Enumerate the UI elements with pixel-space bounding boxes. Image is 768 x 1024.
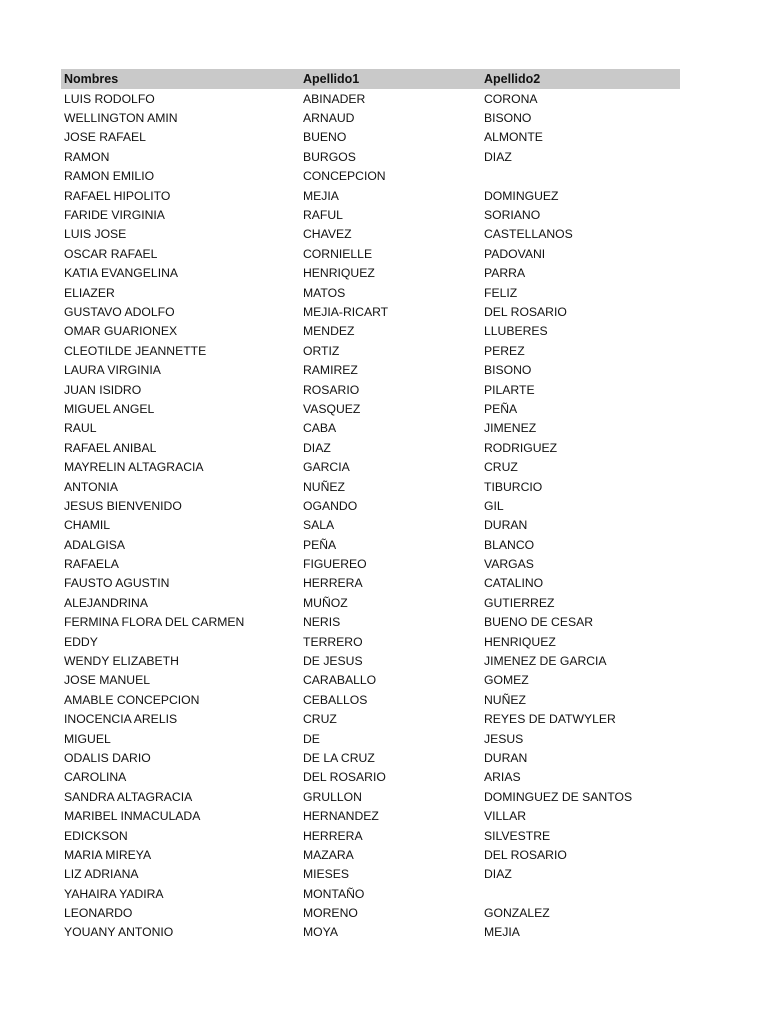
- table-row: [61, 690, 680, 709]
- cell-nombres: RAMON: [64, 149, 110, 164]
- table-row: [61, 671, 680, 690]
- cell-apellido2: DEL ROSARIO: [484, 304, 567, 319]
- cell-apellido2: SILVESTRE: [484, 828, 551, 843]
- table-row: [61, 516, 680, 535]
- table-row: [61, 167, 680, 186]
- cell-nombres: ADALGISA: [64, 537, 125, 552]
- table-row: [61, 806, 680, 825]
- table-row: [61, 419, 680, 438]
- table-row: [61, 593, 680, 612]
- table-header: [61, 69, 680, 89]
- cell-apellido2: GOMEZ: [484, 673, 529, 688]
- cell-apellido2: DURAN: [484, 518, 528, 533]
- table-row: [61, 244, 680, 263]
- cell-apellido2: VARGAS: [484, 557, 534, 572]
- cell-apellido1: DE LA CRUZ: [303, 750, 375, 765]
- cell-apellido1: RAMIREZ: [303, 363, 358, 378]
- cell-apellido1: TERRERO: [303, 634, 363, 649]
- cell-apellido2: MEJIA: [484, 925, 520, 940]
- table-row: [61, 128, 680, 147]
- cell-nombres: RAFAEL ANIBAL: [64, 440, 157, 455]
- cell-apellido1: ORTIZ: [303, 343, 340, 358]
- cell-apellido2: SORIANO: [484, 208, 541, 223]
- cell-nombres: INOCENCIA ARELIS: [64, 712, 178, 727]
- table-row: [61, 787, 680, 806]
- table-row: [61, 89, 680, 108]
- cell-apellido1: DE JESUS: [303, 654, 363, 669]
- cell-nombres: FARIDE VIRGINIA: [64, 208, 165, 223]
- cell-nombres: CHAMIL: [64, 518, 111, 533]
- cell-apellido2: NUÑEZ: [484, 692, 526, 707]
- cell-apellido1: CONCEPCION: [303, 169, 386, 184]
- cell-apellido2: CORONA: [484, 91, 538, 106]
- cell-apellido2: JIMENEZ DE GARCIA: [484, 654, 607, 669]
- cell-apellido2: VILLAR: [484, 809, 527, 824]
- cell-nombres: GUSTAVO ADOLFO: [64, 304, 175, 319]
- cell-nombres: FAUSTO AGUSTIN: [64, 576, 170, 591]
- table-row: [61, 632, 680, 651]
- cell-nombres: AMABLE CONCEPCION: [64, 692, 200, 707]
- cell-apellido1: RAFUL: [303, 208, 343, 223]
- cell-apellido1: MATOS: [303, 285, 346, 300]
- cell-apellido1: OGANDO: [303, 498, 358, 513]
- cell-apellido1: CABA: [303, 421, 337, 436]
- table-row: [61, 710, 680, 729]
- table-row: [61, 651, 680, 670]
- cell-nombres: SANDRA ALTAGRACIA: [64, 789, 193, 804]
- cell-apellido1: NERIS: [303, 615, 341, 630]
- cell-nombres: LIZ ADRIANA: [64, 867, 139, 882]
- cell-apellido1: HERNANDEZ: [303, 809, 379, 824]
- cell-nombres: KATIA EVANGELINA: [64, 266, 179, 281]
- cell-apellido2: LLUBERES: [484, 324, 548, 339]
- cell-apellido2: GUTIERREZ: [484, 595, 555, 610]
- table-row: [61, 205, 680, 224]
- cell-nombres: YAHAIRA YADIRA: [64, 886, 164, 901]
- header-apellido2: Apellido2: [484, 72, 541, 86]
- header-apellido1: Apellido1: [303, 72, 360, 86]
- cell-apellido2: REYES DE DATWYLER: [484, 712, 616, 727]
- table-row: [61, 884, 680, 903]
- cell-apellido1: HERRERA: [303, 576, 363, 591]
- cell-apellido1: HERRERA: [303, 828, 363, 843]
- cell-apellido1: MOYA: [303, 925, 338, 940]
- table-row: [61, 225, 680, 244]
- cell-apellido2: TIBURCIO: [484, 479, 543, 494]
- cell-apellido2: FELIZ: [484, 285, 518, 300]
- cell-nombres: EDDY: [64, 634, 98, 649]
- cell-apellido1: HENRIQUEZ: [303, 266, 375, 281]
- cell-nombres: EDICKSON: [64, 828, 128, 843]
- cell-nombres: FERMINA FLORA DEL CARMEN: [64, 615, 245, 630]
- header-nombres: Nombres: [64, 72, 119, 86]
- cell-apellido1: DIAZ: [303, 440, 331, 455]
- cell-nombres: MIGUEL: [64, 731, 111, 746]
- table-row: [61, 903, 680, 922]
- cell-apellido1: FIGUEREO: [303, 557, 367, 572]
- cell-apellido1: ROSARIO: [303, 382, 360, 397]
- cell-nombres: JOSE RAFAEL: [64, 130, 146, 145]
- table-row: [61, 865, 680, 884]
- table-row: [61, 399, 680, 418]
- table-row: [61, 438, 680, 457]
- table-row: [61, 360, 680, 379]
- cell-nombres: JESUS BIENVENIDO: [64, 498, 182, 513]
- cell-apellido1: MEJIA-RICART: [303, 304, 389, 319]
- cell-nombres: MARIA MIREYA: [64, 847, 152, 862]
- cell-nombres: YOUANY ANTONIO: [64, 925, 174, 940]
- cell-apellido2: BLANCO: [484, 537, 535, 552]
- table-body: [61, 89, 680, 942]
- cell-apellido1: DE: [303, 731, 320, 746]
- table-row: [61, 457, 680, 476]
- cell-apellido1: ARNAUD: [303, 111, 355, 126]
- cell-apellido1: NUÑEZ: [303, 479, 345, 494]
- table-row: [61, 554, 680, 573]
- table-row: [61, 108, 680, 127]
- cell-nombres: MAYRELIN ALTAGRACIA: [64, 460, 204, 475]
- cell-nombres: OMAR GUARIONEX: [64, 324, 178, 339]
- cell-apellido1: CORNIELLE: [303, 246, 373, 261]
- cell-apellido2: BUENO DE CESAR: [484, 615, 594, 630]
- cell-apellido1: MIESES: [303, 867, 350, 882]
- cell-nombres: LAURA VIRGINIA: [64, 363, 161, 378]
- cell-apellido1: DEL ROSARIO: [303, 770, 386, 785]
- cell-apellido1: CARABALLO: [303, 673, 377, 688]
- table-row: [61, 477, 680, 496]
- table-row: [61, 768, 680, 787]
- cell-nombres: LEONARDO: [64, 906, 133, 921]
- table-row: [61, 748, 680, 767]
- cell-apellido1: GARCIA: [303, 460, 350, 475]
- cell-apellido1: PEÑA: [303, 537, 337, 552]
- table-row: [61, 380, 680, 399]
- cell-apellido2: DIAZ: [484, 867, 512, 882]
- cell-apellido1: MAZARA: [303, 847, 354, 862]
- cell-apellido2: PEÑA: [484, 401, 518, 416]
- table-row: [61, 322, 680, 341]
- table-row: [61, 341, 680, 360]
- cell-nombres: ALEJANDRINA: [64, 595, 148, 610]
- cell-nombres: JUAN ISIDRO: [64, 382, 142, 397]
- cell-nombres: CLEOTILDE JEANNETTE: [64, 343, 207, 358]
- table-row: [61, 283, 680, 302]
- cell-nombres: ANTONIA: [64, 479, 118, 494]
- cell-apellido2: DIAZ: [484, 149, 512, 164]
- table-row: [61, 729, 680, 748]
- cell-nombres: ODALIS DARIO: [64, 750, 151, 765]
- cell-apellido2: PADOVANI: [484, 246, 546, 261]
- cell-apellido2: DEL ROSARIO: [484, 847, 567, 862]
- cell-apellido1: BUENO: [303, 130, 347, 145]
- cell-nombres: LUIS JOSE: [64, 227, 127, 242]
- cell-apellido2: ALMONTE: [484, 130, 543, 145]
- table-row: [61, 923, 680, 942]
- table-row: [61, 613, 680, 632]
- cell-nombres: OSCAR RAFAEL: [64, 246, 158, 261]
- cell-apellido2: CATALINO: [484, 576, 544, 591]
- cell-nombres: ELIAZER: [64, 285, 115, 300]
- cell-apellido2: GONZALEZ: [484, 906, 550, 921]
- cell-nombres: RAUL: [64, 421, 97, 436]
- cell-apellido1: GRULLON: [303, 789, 362, 804]
- cell-nombres: WENDY ELIZABETH: [64, 654, 179, 669]
- cell-nombres: RAMON EMILIO: [64, 169, 155, 184]
- cell-apellido2: GIL: [484, 498, 504, 513]
- cell-nombres: MIGUEL ANGEL: [64, 401, 155, 416]
- cell-nombres: WELLINGTON AMIN: [64, 111, 178, 126]
- table-row: [61, 826, 680, 845]
- cell-nombres: MARIBEL INMACULADA: [64, 809, 201, 824]
- cell-apellido1: CRUZ: [303, 712, 337, 727]
- cell-nombres: JOSE MANUEL: [64, 673, 151, 688]
- cell-apellido2: BISONO: [484, 111, 532, 126]
- cell-apellido2: PEREZ: [484, 343, 525, 358]
- cell-apellido2: DOMINGUEZ: [484, 188, 559, 203]
- cell-apellido2: CASTELLANOS: [484, 227, 573, 242]
- cell-apellido1: BURGOS: [303, 149, 356, 164]
- cell-apellido2: CRUZ: [484, 460, 518, 475]
- cell-apellido1: CHAVEZ: [303, 227, 352, 242]
- cell-apellido1: VASQUEZ: [303, 401, 361, 416]
- cell-apellido2: BISONO: [484, 363, 532, 378]
- cell-nombres: RAFAEL HIPOLITO: [64, 188, 171, 203]
- cell-apellido1: MEJIA: [303, 188, 339, 203]
- cell-nombres: CAROLINA: [64, 770, 127, 785]
- cell-apellido2: PILARTE: [484, 382, 535, 397]
- table-row: [61, 302, 680, 321]
- table-row: [61, 496, 680, 515]
- cell-apellido2: RODRIGUEZ: [484, 440, 558, 455]
- cell-apellido2: ARIAS: [484, 770, 521, 785]
- cell-apellido1: ABINADER: [303, 91, 366, 106]
- names-table: [61, 69, 680, 942]
- table-row: [61, 186, 680, 205]
- table-row: [61, 264, 680, 283]
- cell-apellido2: PARRA: [484, 266, 526, 281]
- cell-nombres: LUIS RODOLFO: [64, 91, 155, 106]
- cell-apellido1: MORENO: [303, 906, 358, 921]
- table-row: [61, 574, 680, 593]
- table-row: [61, 845, 680, 864]
- cell-apellido2: DOMINGUEZ DE SANTOS: [484, 789, 633, 804]
- cell-apellido1: MUÑOZ: [303, 595, 348, 610]
- table-row: [61, 535, 680, 554]
- cell-apellido1: CEBALLOS: [303, 692, 368, 707]
- cell-apellido1: MENDEZ: [303, 324, 355, 339]
- cell-apellido1: MONTAÑO: [303, 886, 365, 901]
- cell-apellido2: JIMENEZ: [484, 421, 537, 436]
- table-row: [61, 147, 680, 166]
- cell-apellido2: DURAN: [484, 750, 528, 765]
- cell-apellido2: JESUS: [484, 731, 524, 746]
- cell-apellido2: HENRIQUEZ: [484, 634, 556, 649]
- cell-nombres: RAFAELA: [64, 557, 119, 572]
- cell-apellido1: SALA: [303, 518, 335, 533]
